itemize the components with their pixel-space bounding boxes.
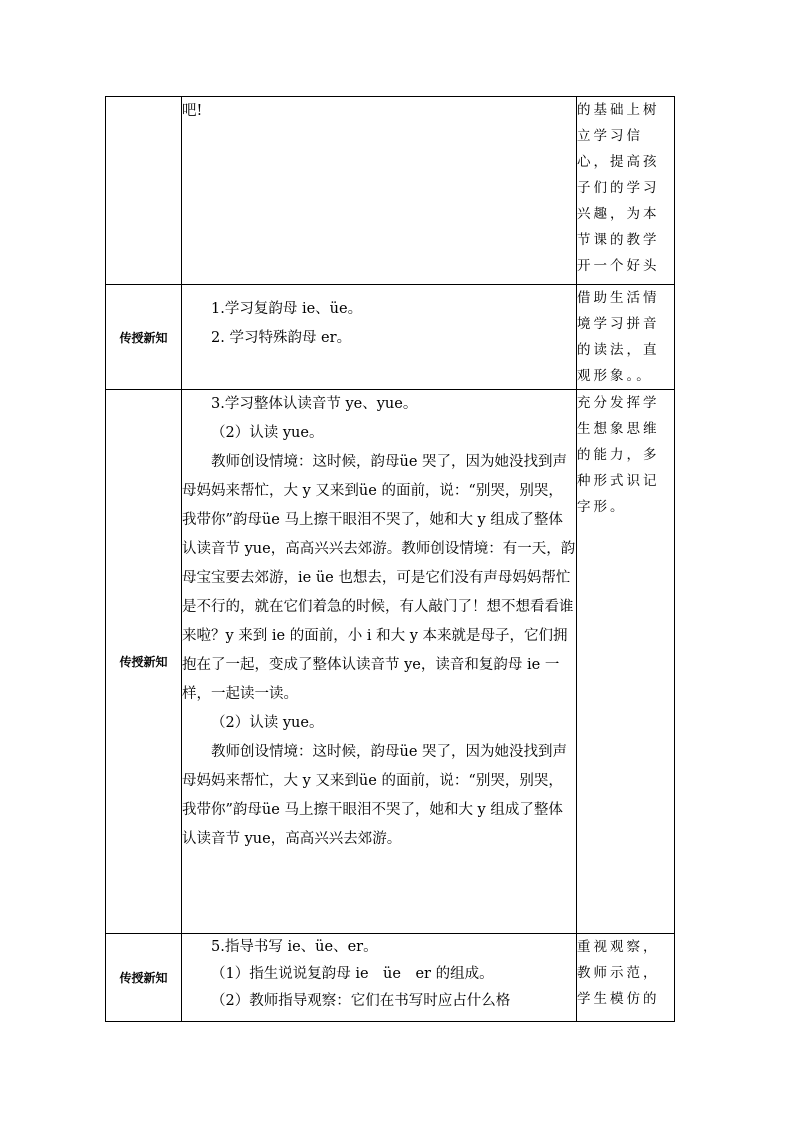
note-cell: 借助生活情境学习拼音的读法，直观形象。。: [577, 285, 675, 390]
row-label: 传授新知: [106, 390, 182, 934]
row-label: [106, 97, 182, 285]
content-line: 5.指导书写 ie、üe、er。: [211, 939, 378, 955]
content-cell: [182, 390, 577, 934]
row-label: 传授新知: [106, 285, 182, 390]
content-line: （2）认读 yue。: [211, 425, 324, 441]
lesson-plan-table: [105, 96, 675, 1022]
note-cell: 重视观察，教师示范，学生模仿的: [577, 934, 675, 1022]
content-line: （1）指生说说复韵母 ie üe er 的组成。: [211, 966, 494, 982]
content-cell: [182, 285, 577, 390]
content-cell: [182, 97, 577, 285]
row-label: 传授新知: [106, 934, 182, 1022]
table-row: [106, 390, 675, 934]
table-row: [106, 97, 675, 285]
content-line: 3.学习整体认读音节 ye、yue。: [211, 396, 418, 412]
content-line: 2. 学习特殊韵母 er。: [211, 330, 352, 346]
content-line: 吧!: [182, 103, 203, 119]
content-line: 教师创设情境：这时候，韵母üe 哭了，因为她没找到声母妈妈来帮忙，大 y 又来到üe 的面前，说：“别哭，别哭，我带你”韵母üe 马上擦干眼泪不哭了，她和大 y 组成了整体认读音节 yue，高高兴兴去郊游。: [182, 744, 568, 847]
content-line: （2）教师指导观察：它们在书写时应占什么格: [211, 993, 511, 1009]
note-cell: 的基础上树立学习信心，提高孩子们的学习兴趣，为本节课的教学开一个好头: [577, 97, 675, 285]
table-row: [106, 285, 675, 390]
content-line: 1.学习复韵母 ie、üe。: [211, 301, 363, 317]
content-line: 教师创设情境：这时候，韵母üe 哭了，因为她没找到声母妈妈来帮忙，大 y 又来到üe 的面前，说：“别哭，别哭，我带你”韵母üe 马上擦干眼泪不哭了，她和大 y 组成了整体认读音节 yue，高高兴兴去郊游。教师创设情境：有一天，韵母宝宝要去郊游，ie üe 也想去，可是它们没有声母妈妈帮忙是不行的，就在它们着急的时候，有人敲门了！想不想看看谁来啦？y 来到 ie 的面前，小 i 和大 y 本来就是母子，它们拥抱在了一起，变成了整体认读音节 ye，读音和复韵母 ie 一样，一起读一读。: [182, 454, 576, 702]
content-line: （2）认读 yue。: [211, 715, 324, 731]
note-cell: 充分发挥学生想象思维的能力，多种形式识记字形。: [577, 390, 675, 934]
content-cell: [182, 934, 577, 1022]
table-row: [106, 934, 675, 1022]
